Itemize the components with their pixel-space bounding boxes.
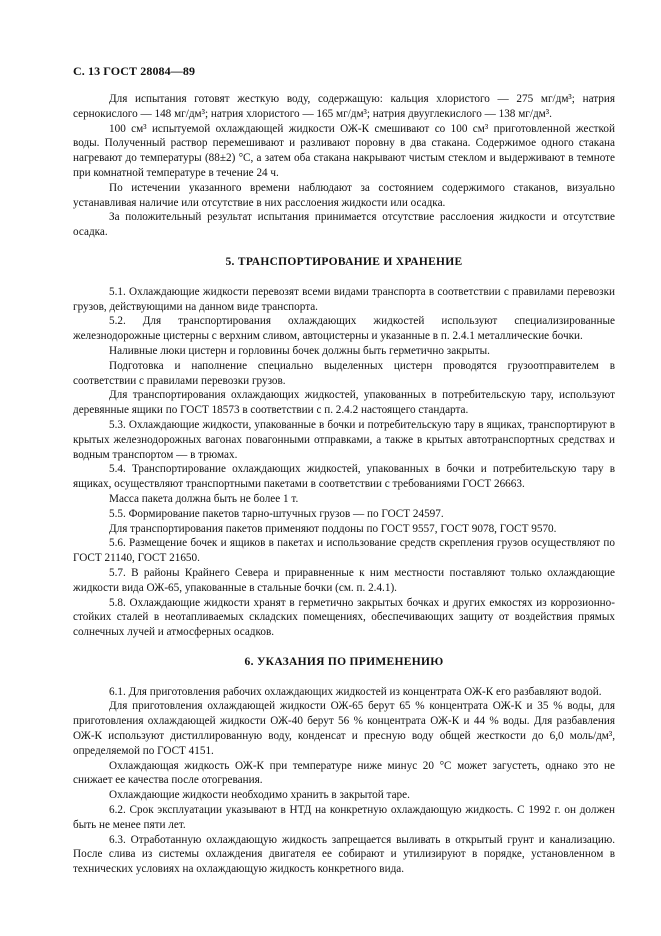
- intro-section: [73, 92, 615, 240]
- paragraph: 6.2. Срок эксплуатации указывают в НТД на конкретную охлаждающую жидкость. С 1992 г. он должен быть не менее пяти лет.: [73, 804, 615, 831]
- paragraph: 5.7. В районы Крайнего Севера и приравненные к ним местности поставляют только охлаждающие жидкости вида ОЖ-65, упакованные в стальные бочки (см. п. 2.4.1).: [73, 566, 615, 594]
- paragraph: Охлаждающая жидкость ОЖ-К при температуре ниже минус 20 °С может загустеть, однако это не снижает ее качества после отогревания.: [73, 759, 615, 787]
- paragraph: 100 см³ испытуемой охлаждающей жидкости ОЖ-К смешивают со 100 см³ приготовленной жесткой воды. Полученный раствор перемешивают и разливают поровну в два стакана. Содержимое одного стакана нагревают до температуры (88±2) °С, а затем оба стакана накрывают чистым стеклом и выдерживают в темноте при комнатной температуре в течение 24 ч.: [73, 122, 615, 179]
- page-header: С. 13 ГОСТ 28084—89: [73, 64, 196, 78]
- paragraph: 5.8. Охлаждающие жидкости хранят в герметично закрытых бочках и других емкостях из коррозионно-стойких сталей в неотапливаемых складских помещениях, обеспечивающих защиту от воздействия прямых солнечных лучей и атмосферных осадков.: [73, 596, 615, 639]
- paragraph: Для транспортирования пакетов применяют поддоны по ГОСТ 9557, ГОСТ 9078, ГОСТ 9570.: [109, 522, 557, 535]
- paragraph: 5.2. Для транспортирования охлаждающих жидкостей используют специализированные железнодорожные цистерны с верхним сливом, автоцистерны и указанные в п. 2.4.1 металлические бочки.: [73, 315, 615, 343]
- paragraph: 5.6. Размещение бочек и ящиков в пакетах и использование средств скрепления грузов осуществляют по ГОСТ 21140, ГОСТ 21650.: [73, 537, 615, 565]
- paragraph: Масса пакета должна быть не более 1 т.: [109, 492, 299, 505]
- paragraph: 6.1. Для приготовления рабочих охлаждающих жидкостей из концентрата ОЖ-К его разбавляют водой.: [109, 685, 602, 698]
- paragraph: 5.5. Формирование пакетов тарно-штучных грузов — по ГОСТ 24597.: [109, 507, 444, 520]
- paragraph: По истечении указанного времени наблюдают за состоянием содержимого стаканов, визуально устанавливая наличие или отсутствие в них расслоения жидкости или осадка.: [73, 181, 615, 209]
- paragraph: За положительный результат испытания принимается отсутствие расслоения жидкости и отсутствие осадка.: [73, 211, 615, 239]
- paragraph: 5.3. Охлаждающие жидкости, упакованные в бочки и потребительскую тару в ящиках, транспортируют в крытых железнодорожных вагонах повагонными отправками, а также в крытых автотранспортных средствах и водным транспортом — в трюмах.: [73, 418, 615, 461]
- section-6: [73, 685, 615, 877]
- paragraph: Подготовка и наполнение специально выделенных цистерн проводятся грузоотправителем в соответствии с правилами перевозки грузов.: [73, 359, 615, 387]
- paragraph: Для транспортирования охлаждающих жидкостей, упакованных в потребительскую тару, используют деревянные ящики по ГОСТ 18573 в соответствии с п. 2.4.2 настоящего стандарта.: [73, 389, 615, 417]
- document-body: [73, 92, 615, 877]
- section-heading: 5. ТРАНСПОРТИРОВАНИЕ И ХРАНЕНИЕ: [225, 255, 463, 268]
- paragraph: Наливные люки цистерн и горловины бочек должны быть герметично закрыты.: [109, 344, 490, 357]
- paragraph: 6.3. Отработанную охлаждающую жидкость запрещается выливать в открытый грунт и канализацию. После слива из системы охлаждения двигателя ее собирают и утилизируют в порядке, установленном в технических условиях на охлаждающую жидкость конкретного вида.: [73, 833, 615, 876]
- paragraph: Для приготовления охлаждающей жидкости ОЖ-65 берут 65 % концентрата ОЖ-К и 35 % воды, для приготовления охлаждающей жидкости ОЖ-40 берут 56 % концентрата ОЖ-К и 44 % воды. Для разбавления ОЖ-К используют дистиллированную воду, конденсат и пресную воду общей жесткости до 6,0 моль/дм³, определяемой по ГОСТ 4151.: [73, 700, 615, 757]
- paragraph: 5.1. Охлаждающие жидкости перевозят всеми видами транспорта в соответствии с правилами перевозки грузов, действующими на данном виде транспорта.: [73, 285, 615, 313]
- section-heading: 6. УКАЗАНИЯ ПО ПРИМЕНЕНИЮ: [244, 655, 444, 668]
- paragraph: Для испытания готовят жесткую воду, содержащую: кальция хлористого — 275 мг/дм³; натрия сернокислого — 148 мг/дм³; натрия хлористого — 165 мг/дм³; натрия двууглекислого — 138 мг/дм³.: [73, 93, 615, 120]
- paragraph: Охлаждающие жидкости необходимо хранить в закрытой таре.: [109, 789, 410, 802]
- section-5: [73, 285, 615, 640]
- paragraph: 5.4. Транспортирование охлаждающих жидкостей, упакованных в бочки и потребительскую тару в ящиках, осуществляют транспортными пакетами в соответствии с требованиями ГОСТ 26663.: [73, 463, 615, 491]
